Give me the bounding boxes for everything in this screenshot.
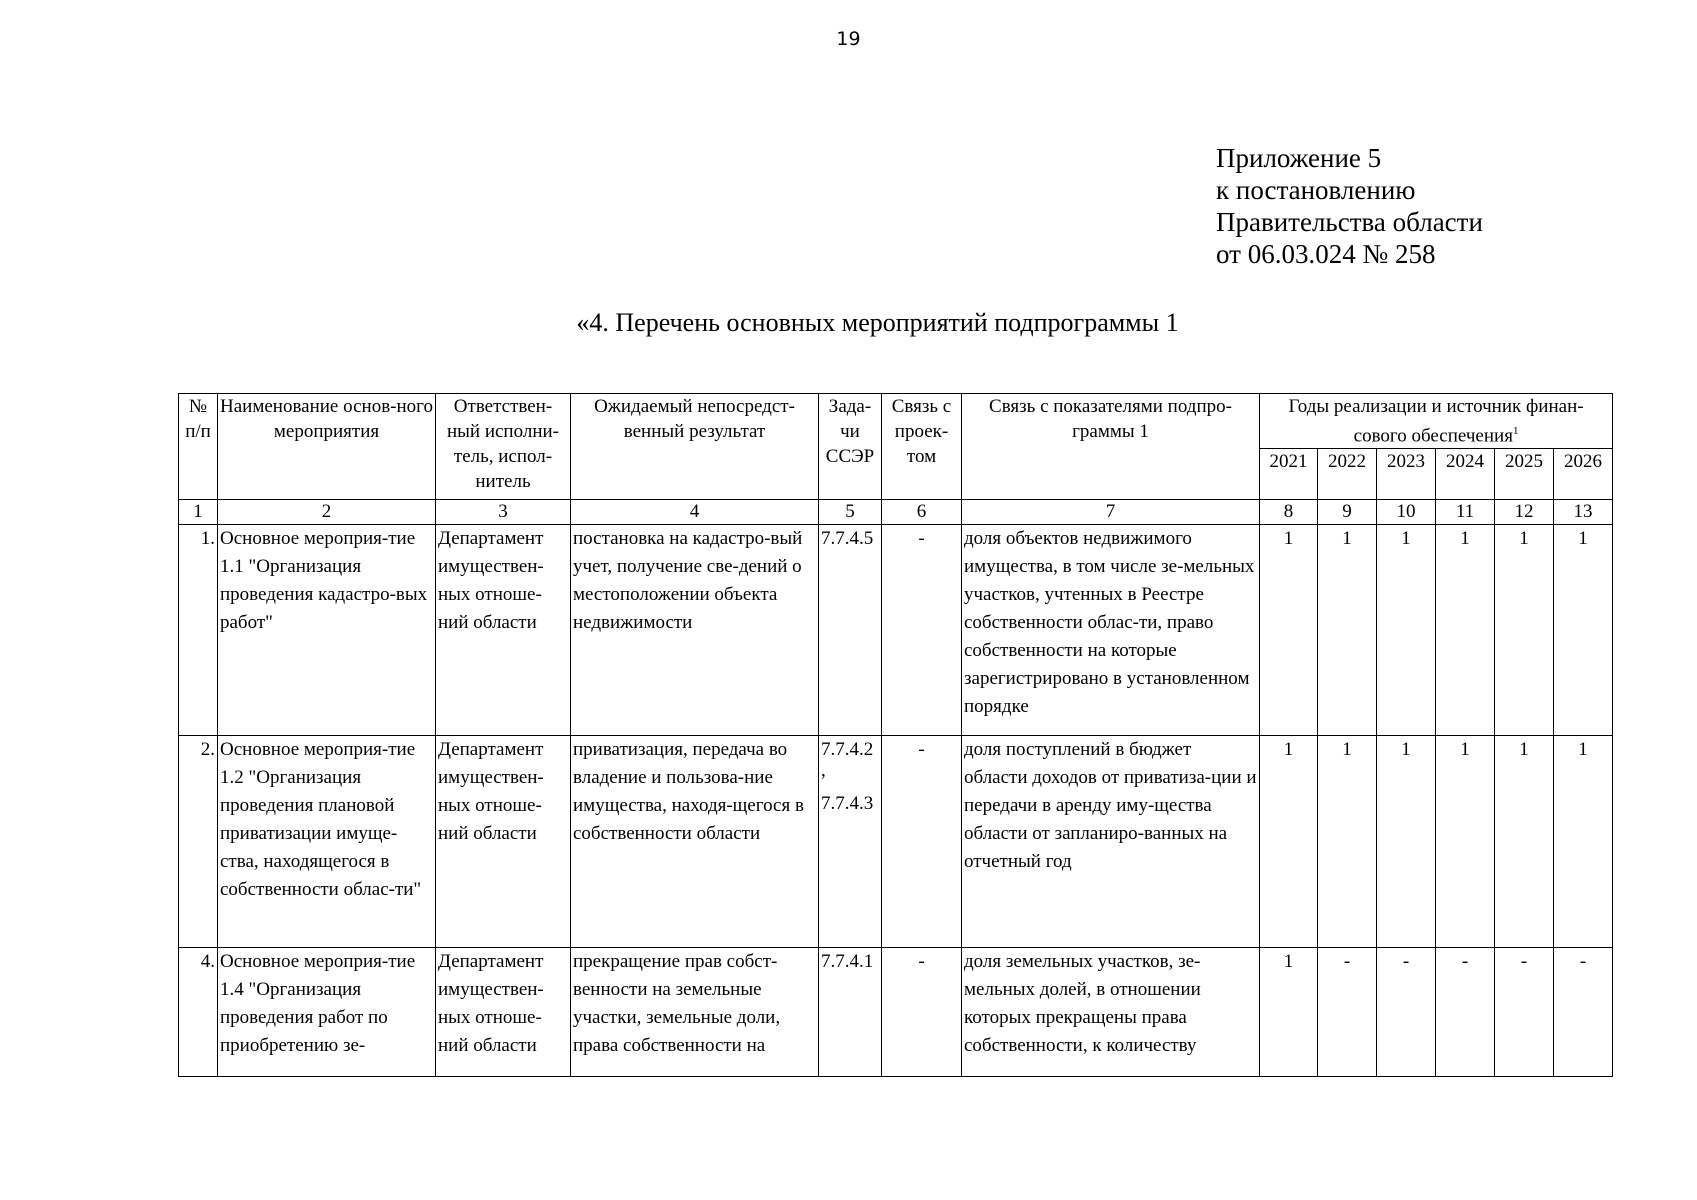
project-link: - bbox=[882, 525, 962, 736]
header-year: 2023 bbox=[1377, 449, 1436, 500]
header-year: 2021 bbox=[1260, 449, 1318, 500]
year-value: 1 bbox=[1260, 736, 1318, 948]
column-number: 11 bbox=[1436, 500, 1495, 525]
responsible-executor: Департамент имуществен-ных отноше-ний области bbox=[436, 525, 571, 736]
expected-result: прекращение прав собст-венности на земельные участки, земельные доли, права собственности на bbox=[571, 948, 819, 1077]
column-number: 5 bbox=[819, 500, 882, 525]
column-number: 10 bbox=[1377, 500, 1436, 525]
document-title: «4. Перечень основных мероприятий подпрограммы 1 bbox=[576, 308, 1179, 337]
header-row bbox=[179, 394, 1613, 449]
column-number: 8 bbox=[1260, 500, 1318, 525]
column-number: 13 bbox=[1554, 500, 1613, 525]
year-value: 1 bbox=[1554, 525, 1613, 736]
row-number: 2. bbox=[179, 736, 218, 948]
header-name: Наименование основ-ного мероприятия bbox=[218, 394, 436, 500]
header-year: 2026 bbox=[1554, 449, 1613, 500]
table-row bbox=[179, 736, 1613, 948]
task-code: 7.7.4.3 bbox=[821, 793, 874, 815]
column-number: 3 bbox=[436, 500, 571, 525]
annex-block bbox=[1216, 142, 1483, 270]
year-value: 1 bbox=[1318, 736, 1377, 948]
year-value: 1 bbox=[1554, 736, 1613, 948]
ssear-tasks: 7.7.4.1 bbox=[819, 948, 882, 1077]
header-result: Ожидаемый непосредст-венный результат bbox=[571, 394, 819, 500]
table-row bbox=[179, 525, 1613, 736]
row-number: 1. bbox=[179, 525, 218, 736]
table-row bbox=[179, 948, 1613, 1077]
column-number: 6 bbox=[882, 500, 962, 525]
measures-table bbox=[178, 393, 1613, 1077]
year-value: - bbox=[1318, 948, 1377, 1077]
annex-line: от 06.03.024 № 258 bbox=[1216, 239, 1436, 269]
header-years-group bbox=[1260, 394, 1613, 449]
task-code: 7.7.4.2 bbox=[821, 739, 874, 761]
measure-name: Основное мероприя-тие 1.4 "Организация проведения работ по приобретению зе- bbox=[218, 948, 436, 1077]
year-value: 1 bbox=[1260, 525, 1318, 736]
ssear-tasks: 7.7.4.5 bbox=[819, 525, 882, 736]
footnote-mark: 1 bbox=[1512, 425, 1519, 437]
header-year: 2022 bbox=[1318, 449, 1377, 500]
responsible-executor: Департамент имуществен-ных отноше-ний области bbox=[436, 948, 571, 1077]
column-number: 7 bbox=[962, 500, 1260, 525]
annex-line: Правительства области bbox=[1216, 207, 1483, 237]
responsible-executor: Департамент имуществен-ных отноше-ний области bbox=[436, 736, 571, 948]
expected-result: постановка на кадастро-вый учет, получение све-дений о местоположении объекта недвижимости bbox=[571, 525, 819, 736]
year-value: 1 bbox=[1495, 525, 1554, 736]
column-numbers-row bbox=[179, 500, 1613, 525]
year-value: 1 bbox=[1260, 948, 1318, 1077]
indicators-link: доля объектов недвижимого имущества, в том числе зе-мельных участков, учтенных в Реестре собственности облас-ти, право собственности на которые зарегистрировано в установленном порядке bbox=[962, 525, 1260, 736]
year-value: 1 bbox=[1318, 525, 1377, 736]
ssear-tasks bbox=[819, 736, 882, 948]
year-value: - bbox=[1554, 948, 1613, 1077]
annex-line: Приложение 5 bbox=[1216, 143, 1382, 173]
year-value: 1 bbox=[1436, 736, 1495, 948]
header-num: № п/п bbox=[179, 394, 218, 500]
year-value: 1 bbox=[1377, 736, 1436, 948]
header-year: 2025 bbox=[1495, 449, 1554, 500]
header-responsible: Ответствен-ный исполни-тель, испол-нитель bbox=[436, 394, 571, 500]
measure-name: Основное мероприя-тие 1.2 "Организация проведения плановой приватизации имуще-ства, находящегося в собственности облас-ти" bbox=[218, 736, 436, 948]
year-value: - bbox=[1495, 948, 1554, 1077]
header-project: Связь с проек-том bbox=[882, 394, 962, 500]
header-indicators: Связь с показателями подпро-граммы 1 bbox=[962, 394, 1260, 500]
column-number: 4 bbox=[571, 500, 819, 525]
year-value: - bbox=[1436, 948, 1495, 1077]
indicators-link: доля земельных участков, зе-мельных долей, в отношении которых прекращены права собственности, к количеству bbox=[962, 948, 1260, 1077]
column-number: 2 bbox=[218, 500, 436, 525]
year-value: 1 bbox=[1436, 525, 1495, 736]
year-value: - bbox=[1377, 948, 1436, 1077]
column-number: 12 bbox=[1495, 500, 1554, 525]
annex-line: к постановлению bbox=[1216, 175, 1416, 205]
column-number: 1 bbox=[179, 500, 218, 525]
column-number: 9 bbox=[1318, 500, 1377, 525]
project-link: - bbox=[882, 948, 962, 1077]
indicators-link: доля поступлений в бюджет области доходов от приватиза-ции и передачи в аренду иму-щества области от запланиро-ванных на отчетный год bbox=[962, 736, 1260, 948]
year-value: 1 bbox=[1495, 736, 1554, 948]
year-value: 1 bbox=[1377, 525, 1436, 736]
header-years-group-label: Годы реализации и источник финан-сового обеспечения bbox=[1288, 396, 1584, 447]
expected-result: приватизация, передача во владение и пользова-ние имущества, находя-щегося в собственности области bbox=[571, 736, 819, 948]
task-separator: , bbox=[821, 760, 826, 782]
row-number: 4. bbox=[179, 948, 218, 1077]
page-number: 19 bbox=[836, 28, 861, 50]
header-tasks: Зада-чи ССЭР bbox=[819, 394, 882, 500]
measure-name: Основное мероприя-тие 1.1 "Организация проведения кадастро-вых работ" bbox=[218, 525, 436, 736]
project-link: - bbox=[882, 736, 962, 948]
header-year: 2024 bbox=[1436, 449, 1495, 500]
